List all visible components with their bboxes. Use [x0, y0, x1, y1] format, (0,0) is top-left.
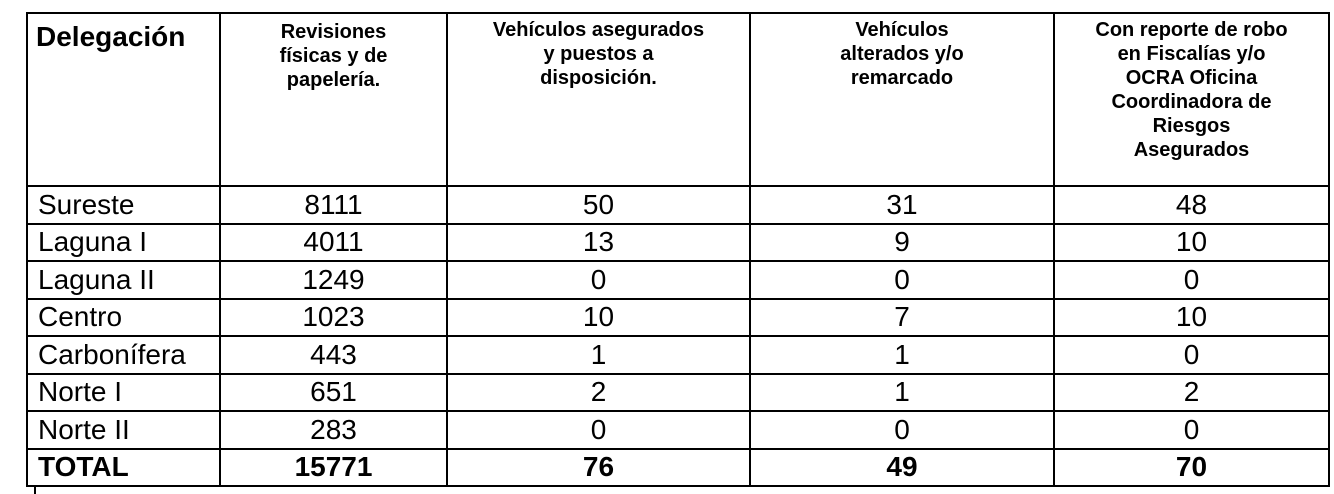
- cell-alterados: 1: [750, 336, 1054, 374]
- header-revisiones: [220, 13, 447, 186]
- cell-revisiones: 283: [220, 411, 447, 449]
- cell-alterados: 0: [750, 411, 1054, 449]
- cell-alterados: 1: [750, 374, 1054, 412]
- table-row: [27, 224, 1329, 262]
- table-row: [27, 374, 1329, 412]
- header-line: Vehículos: [855, 19, 949, 41]
- total-revisiones: 15771: [220, 449, 447, 487]
- cell-alterados: 31: [750, 186, 1054, 224]
- table-row: [27, 261, 1329, 299]
- table-body: [27, 13, 1329, 486]
- table-row: [27, 299, 1329, 337]
- table-row: [27, 336, 1329, 374]
- total-row: [27, 449, 1329, 487]
- header-reporte-robo: [1054, 13, 1329, 186]
- total-alterados: 49: [750, 449, 1054, 487]
- cell-revisiones: 1249: [220, 261, 447, 299]
- cell-revisiones: 4011: [220, 224, 447, 262]
- cell-reporte-robo: 10: [1054, 299, 1329, 337]
- header-line: alterados y/o: [840, 43, 964, 65]
- cell-delegacion: Laguna II: [27, 261, 220, 299]
- cell-delegacion: Laguna I: [27, 224, 220, 262]
- cell-delegacion: Norte II: [27, 411, 220, 449]
- header-line: Coordinadora de: [1111, 91, 1272, 113]
- cell-alterados: 7: [750, 299, 1054, 337]
- header-line: Revisiones: [280, 21, 387, 43]
- cell-asegurados: 1: [447, 336, 750, 374]
- cell-reporte-robo: 48: [1054, 186, 1329, 224]
- header-line: disposición.: [540, 67, 657, 89]
- table-row: [27, 411, 1329, 449]
- cell-asegurados: 0: [447, 261, 750, 299]
- cell-asegurados: 10: [447, 299, 750, 337]
- cell-revisiones: 8111: [220, 186, 447, 224]
- header-line: en Fiscalías y/o: [1117, 43, 1266, 65]
- page-edge-mark: [34, 487, 36, 494]
- cell-alterados: 0: [750, 261, 1054, 299]
- cell-alterados: 9: [750, 224, 1054, 262]
- cell-reporte-robo: 10: [1054, 224, 1329, 262]
- cell-revisiones: 443: [220, 336, 447, 374]
- cell-asegurados: 13: [447, 224, 750, 262]
- cell-revisiones: 1023: [220, 299, 447, 337]
- cell-asegurados: 2: [447, 374, 750, 412]
- header-line: remarcado: [850, 67, 954, 89]
- delegation-stats-table: [26, 12, 1330, 487]
- header-line: papelería.: [286, 69, 381, 91]
- header-delegacion: Delegación: [27, 13, 220, 186]
- header-row: [27, 13, 1329, 186]
- table-row: [27, 186, 1329, 224]
- header-line: Riesgos: [1152, 115, 1231, 137]
- header-line: Asegurados: [1133, 139, 1250, 161]
- cell-delegacion: Sureste: [27, 186, 220, 224]
- cell-reporte-robo: 0: [1054, 261, 1329, 299]
- header-line: Con reporte de robo: [1095, 19, 1288, 41]
- header-line: y puestos a: [543, 43, 654, 65]
- header-line: Vehículos asegurados: [492, 19, 705, 41]
- cell-reporte-robo: 0: [1054, 411, 1329, 449]
- cell-delegacion: Centro: [27, 299, 220, 337]
- cell-delegacion: Carbonífera: [27, 336, 220, 374]
- header-line: físicas y de: [279, 45, 388, 67]
- total-asegurados: 76: [447, 449, 750, 487]
- header-vehiculos-alterados: [750, 13, 1054, 186]
- cell-reporte-robo: 0: [1054, 336, 1329, 374]
- total-reporte-robo: 70: [1054, 449, 1329, 487]
- cell-asegurados: 50: [447, 186, 750, 224]
- cell-asegurados: 0: [447, 411, 750, 449]
- header-vehiculos-asegurados: [447, 13, 750, 186]
- total-label: TOTAL: [27, 449, 220, 487]
- header-line: OCRA Oficina: [1125, 67, 1258, 89]
- cell-reporte-robo: 2: [1054, 374, 1329, 412]
- cell-delegacion: Norte I: [27, 374, 220, 412]
- cell-revisiones: 651: [220, 374, 447, 412]
